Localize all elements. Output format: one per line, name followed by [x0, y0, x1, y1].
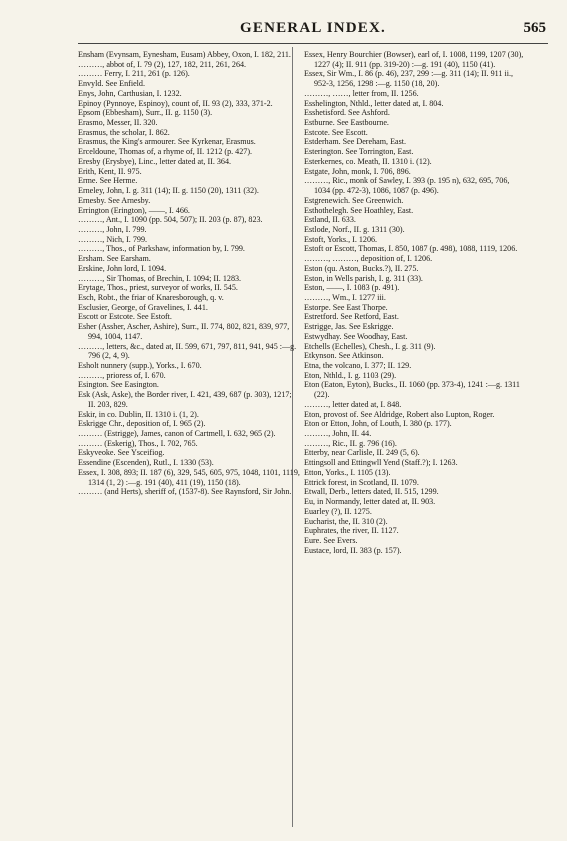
index-entry: Estcote. See Escott. [304, 127, 368, 137]
index-entry: Estburne. See Eastbourne. [304, 118, 389, 128]
index-entry: ………, Sir Thomas, of Brechin, I. 1094; II. 1283. [78, 273, 242, 283]
index-entry: Esterkernes, co. Meath, II. 1310 i. (12). [304, 156, 432, 166]
index-entry: ………, letters, &c., dated at, II. 599, 671, 797, 811, 941, 945 :—g. 796 (2, 4, 9). [78, 341, 297, 361]
index-entry: Escott or Estcote. See Estoft. [78, 312, 172, 322]
index-entry: ……… (Estrigge), James, canon of Cartmell, I. 632, 965 (2). [78, 429, 276, 439]
index-entry: ………, ……, letter from, II. 1256. [304, 88, 419, 98]
index-entry: Essendine (Escenden), Rutl., I. 1330 (53). [78, 458, 214, 468]
index-entry: Estlode, Norf., II. g. 1311 (30). [304, 224, 405, 234]
index-entry: Eton, Nthld., I. g. 1103 (29). [304, 370, 397, 380]
index-entry: Ettingsoll and Ettingwll Yend (Staff.?); I. 1263. [304, 458, 458, 468]
index-entry: ………, prioress of, I. 670. [78, 370, 166, 380]
index-entry: Eton (Eaton, Eyton), Bucks., II. 1060 (pp. 373-4), 1241 :—g. 1311 (22). [304, 380, 520, 400]
index-entry: Estrigge, Jas. See Eskrigge. [304, 322, 394, 332]
index-entry: Erytage, Thos., priest, surveyor of works, II. 545. [78, 283, 238, 293]
index-entry: Erceldoune, Thomas of, a rhyme of, II. 1212 (p. 427). [78, 147, 253, 157]
index-entry: Erasmo, Messer, II. 320. [78, 118, 158, 128]
index-column-right [304, 50, 526, 555]
index-entry: Estoft or Escott, Thomas, I. 850, 1087 (p. 498), 1088, 1119, 1206. [304, 244, 518, 254]
index-entry: Etkynson. See Atkinson. [304, 351, 384, 361]
index-entry: Ernesby. See Arnesby. [78, 195, 151, 205]
header-rule [78, 43, 548, 44]
index-entry: ………, Ric., monk of Sawley, I. 393 (p. 195 n), 632, 695, 706, 1034 (pp. 472-3), 1086, 1087 (p. 496). [304, 176, 510, 196]
index-entry: ………, Nich, I. 799. [78, 234, 148, 244]
index-entry: ………, John, I. 799. [78, 224, 147, 234]
index-entry: ………, ………, deposition of, I. 1206. [304, 254, 433, 264]
index-entry: Eskir, in co. Dublin, II. 1310 i. (1, 2). [78, 409, 199, 419]
index-entry: Enys, John, Carthusian, I. 1232. [78, 88, 182, 98]
index-entry: Erith, Kent, II. 975. [78, 166, 142, 176]
page-header [78, 20, 548, 40]
page-title: GENERAL INDEX. [240, 20, 386, 36]
index-entry: Estwydhay. See Woodhay, East. [304, 331, 408, 341]
index-entry: Eton, provost of. See Aldridge, Robert also Lupton, Roger. [304, 409, 495, 419]
index-entry: Esterington. See Torrington, East. [304, 147, 414, 157]
index-entry: Ettrick forest, in Scotland, II. 1079. [304, 477, 419, 487]
index-entry: Eucharist, the, II. 310 (2). [304, 516, 388, 526]
index-entry: Esholt nunnery (supp.), Yorks., I. 670. [78, 361, 202, 370]
index-entry: Errington (Erington), ——, I. 466. [78, 205, 190, 215]
index-entry: ………, Ant., I. 1090 (pp. 504, 507); II. 203 (p. 87), 823. [78, 215, 263, 225]
index-entry: Erasmus, the King's armourer. See Kyrkenar, Erasmus. [78, 137, 256, 147]
index-entry: Esthothelegh. See Hoathley, East. [304, 205, 414, 215]
index-entry: Eskrigge Chr., deposition of, I. 965 (2). [78, 419, 206, 429]
index-entry: ………, letter dated at, I. 848. [304, 399, 402, 409]
index-entry: Erme. See Herme. [78, 176, 138, 186]
index-entry: Ensham (Evynsam, Eynesham, Eusam) Abbey, Oxon, I. 182, 211. [78, 50, 291, 59]
index-entry: Essex, I. 308, 893; II. 187 (6), 329, 545, 605, 975, 1048, 1101, 1119, 1314 (1, 2) :—g. 191 (40), 411 (19), 1150 (18). [78, 467, 300, 487]
index-entry: Esshelington, Nthld., letter dated at, I. 804. [304, 98, 444, 108]
index-entry: Eston, in Wells parish, I. g. 311 (33). [304, 273, 423, 283]
index-column-left [78, 50, 300, 497]
index-entry: ………, Thos., of Parkshaw, information by, I. 799. [78, 244, 245, 254]
index-entry: Essex, Sir Wm., I. 86 (p. 46), 237, 299 :—g. 311 (14); II. 911 ii., 952-3, 1256, 1298 :—g. 1150 (18, 20). [304, 69, 513, 89]
index-entry: ………, John, II. 44. [304, 429, 372, 439]
index-entry: Eston, ——, I. 1083 (p. 491). [304, 283, 400, 293]
index-entry: Erneley, John, I. g. 311 (14); II. g. 1150 (20), 1311 (32). [78, 186, 259, 196]
index-entry: Esshetisford. See Ashford. [304, 108, 390, 118]
index-entry: ……… (Eskerig), Thos., I. 702, 765. [78, 438, 198, 448]
index-entry: Estretford. See Retford, East. [304, 312, 399, 322]
index-entry: Esclusier, George, of Gravelines, I. 441. [78, 302, 208, 312]
page-number: 565 [523, 20, 546, 36]
index-entry: Essex, Henry Bourchier (Bowser), earl of, I. 1008, 1199, 1207 (30), 1227 (4); II. 911 (pp. 319-20) :—g. 191 (40), 1150 (41). [304, 50, 524, 69]
index-entry: Estorpe. See East Thorpe. [304, 302, 388, 312]
index-entry: Eston (qu. Aston, Bucks.?), II. 275. [304, 263, 419, 273]
index-entry: Estgate, John, monk, I. 706, 896. [304, 166, 411, 176]
index-entry: Envyld. See Enfield. [78, 79, 145, 89]
index-entry: Eure. See Evers. [304, 535, 358, 545]
index-entry: Esk (Ask, Aske), the Border river, I. 421, 439, 687 (p. 303), 1217; II. 203, 829. [78, 390, 292, 409]
index-entry: Eskyveoke. See Ysceifiog. [78, 448, 165, 458]
index-entry: Erskine, John lord, I. 1094. [78, 263, 167, 273]
index-entry: ………, Ric., II. g. 796 (16). [304, 438, 397, 448]
index-entry: Etterby, near Carlisle, II. 249 (5, 6). [304, 448, 420, 458]
index-entry: Estgrenewich. See Greenwich. [304, 195, 404, 205]
index-entry: Epinoy (Pynnoye, Espinoy), count of, II. 93 (2), 333, 371-2. [78, 98, 273, 108]
index-entry: Ersham. See Earsham. [78, 254, 151, 264]
index-entry: Etna, the volcano, I. 377; II. 129. [304, 361, 412, 370]
index-entry: Eresby (Erysbye), Linc., letter dated at, II. 364. [78, 156, 232, 166]
index-entry: Esington. See Easington. [78, 380, 159, 390]
index-entry: Eustace, lord, II. 383 (p. 157). [304, 545, 402, 555]
index-entry: Erasmus, the scholar, I. 862. [78, 127, 170, 137]
index-entry: Etton, Yorks., I. 1105 (13). [304, 467, 391, 477]
index-entry: Esch, Robt., the friar of Knaresborough, q. v. [78, 292, 224, 302]
index-entry: ……… (and Herts), sheriff of, (1537-8). See Raynsford, Sir John. [78, 487, 292, 497]
index-entry: Eu, in Normandy, letter dated at, II. 903. [304, 497, 436, 507]
index-entry: Esher (Assher, Ascher, Ashire), Surr., II. 774, 802, 821, 839, 977, 994, 1004, 1147. [78, 322, 290, 341]
index-entry: Etwall, Derb., letters dated, II. 515, 1299. [304, 487, 439, 497]
index-entry: Eton or Etton, John, of Louth, I. 380 (p. 177). [304, 419, 452, 429]
index-entry: Euarley (?), II. 1275. [304, 506, 372, 516]
index-entry: ………, abbot of, I. 79 (2), 127, 182, 211, 261, 264. [78, 59, 247, 69]
index-entry: Epsom (Ebbesham), Surr., II. g. 1150 (3). [78, 108, 213, 118]
index-entry: Estland, II. 633. [304, 215, 356, 225]
index-entry: ……… Ferry, I. 211, 261 (p. 126). [78, 69, 190, 79]
index-entry: ………, Wm., I. 1277 iii. [304, 292, 386, 302]
index-entry: Euphrates, the river, II. 1127. [304, 526, 399, 536]
index-entry: Estoft, Yorks., I. 1206. [304, 234, 378, 244]
index-entry: Etchells (Echelles), Chesh., I. g. 311 (9). [304, 341, 436, 351]
index-entry: Estderham. See Dereham, East. [304, 137, 407, 147]
